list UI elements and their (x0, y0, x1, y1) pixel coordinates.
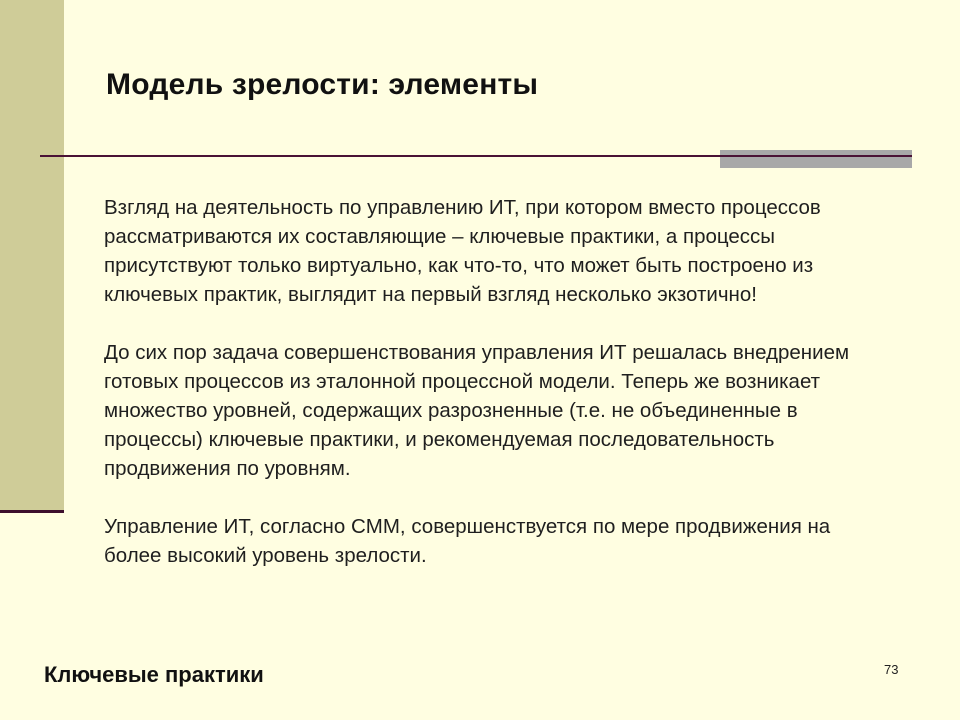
title-accent-bar (720, 150, 912, 168)
body-paragraph: Управление ИТ, согласно CMM, совершенствуется по мере продвижения на более высокий уровень зрелости. (104, 515, 831, 567)
page-number: 73 (884, 662, 899, 677)
slide-title: Модель зрелости: элементы (106, 68, 539, 101)
body-paragraph: Взгляд на деятельность по управлению ИТ, при котором вместо процессов рассматриваются их составляющие – ключевые практики, а процессы присутствуют только виртуально, как что-то, что может быть построено из ключевых практик, выглядит на первый взгляд несколько экзотично! (104, 196, 821, 306)
footer-label: Ключевые практики (44, 662, 264, 687)
side-bar-underline (0, 510, 64, 513)
slide-body (104, 193, 884, 599)
body-paragraph: До сих пор задача совершенствования управления ИТ решалась внедрением готовых процессов из эталонной процессной модели. Теперь же возникает множество уровней, содержащих разрозненные (т.е. не объединенные в процессы) ключевые практики, и рекомендуемая последовательность продвижения по уровням. (104, 341, 850, 480)
side-bar-decoration (0, 0, 64, 512)
